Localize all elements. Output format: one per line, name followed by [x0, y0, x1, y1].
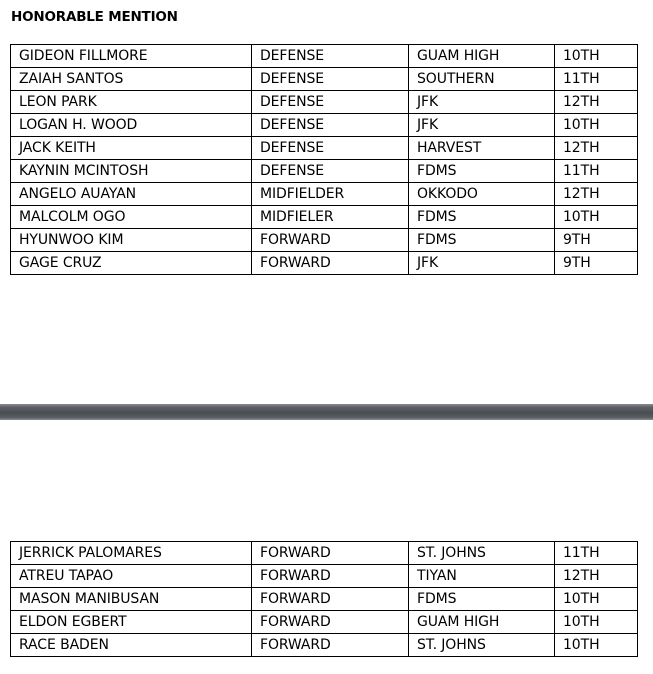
- grade-cell: 11TH: [555, 160, 638, 183]
- grade-cell: 12TH: [555, 183, 638, 206]
- school-cell: GUAM HIGH: [409, 45, 555, 68]
- section-heading: HONORABLE MENTION: [11, 9, 178, 25]
- player-name-cell: GIDEON FILLMORE: [11, 45, 252, 68]
- school-cell: HARVEST: [409, 137, 555, 160]
- school-cell: FDMS: [409, 588, 555, 611]
- player-name-cell: LEON PARK: [11, 91, 252, 114]
- position-cell: DEFENSE: [252, 160, 409, 183]
- grade-cell: 9TH: [555, 229, 638, 252]
- player-name-cell: GAGE CRUZ: [11, 252, 252, 275]
- player-name-cell: HYUNWOO KIM: [11, 229, 252, 252]
- position-cell: FORWARD: [252, 611, 409, 634]
- position-cell: FORWARD: [252, 542, 409, 565]
- table-row: [11, 634, 638, 657]
- school-cell: JFK: [409, 114, 555, 137]
- player-name-cell: LOGAN H. WOOD: [11, 114, 252, 137]
- table-row: [11, 68, 638, 91]
- school-cell: FDMS: [409, 206, 555, 229]
- school-cell: JFK: [409, 252, 555, 275]
- position-cell: DEFENSE: [252, 114, 409, 137]
- position-cell: DEFENSE: [252, 137, 409, 160]
- grade-cell: 12TH: [555, 565, 638, 588]
- player-name-cell: ZAIAH SANTOS: [11, 68, 252, 91]
- grade-cell: 10TH: [555, 588, 638, 611]
- grade-cell: 11TH: [555, 68, 638, 91]
- grade-cell: 11TH: [555, 542, 638, 565]
- school-cell: ST. JOHNS: [409, 542, 555, 565]
- table-row: [11, 45, 638, 68]
- position-cell: FORWARD: [252, 252, 409, 275]
- school-cell: ST. JOHNS: [409, 634, 555, 657]
- player-name-cell: JACK KEITH: [11, 137, 252, 160]
- position-cell: DEFENSE: [252, 68, 409, 91]
- table-row: [11, 588, 638, 611]
- position-cell: MIDFIELDER: [252, 183, 409, 206]
- player-name-cell: ATREU TAPAO: [11, 565, 252, 588]
- school-cell: SOUTHERN: [409, 68, 555, 91]
- table-row: [11, 565, 638, 588]
- position-cell: FORWARD: [252, 565, 409, 588]
- player-name-cell: ELDON EGBERT: [11, 611, 252, 634]
- honorable-mention-table-bottom: [10, 541, 638, 657]
- grade-cell: 10TH: [555, 114, 638, 137]
- table-row: [11, 252, 638, 275]
- school-cell: FDMS: [409, 160, 555, 183]
- grade-cell: 10TH: [555, 634, 638, 657]
- position-cell: FORWARD: [252, 634, 409, 657]
- player-name-cell: MALCOLM OGO: [11, 206, 252, 229]
- school-cell: GUAM HIGH: [409, 611, 555, 634]
- table-row: [11, 206, 638, 229]
- table-row: [11, 611, 638, 634]
- honorable-mention-table-top: [10, 44, 638, 275]
- player-name-cell: RACE BADEN: [11, 634, 252, 657]
- school-cell: FDMS: [409, 229, 555, 252]
- grade-cell: 10TH: [555, 611, 638, 634]
- page-divider-bar: [0, 404, 653, 420]
- player-name-cell: ANGELO AUAYAN: [11, 183, 252, 206]
- position-cell: FORWARD: [252, 229, 409, 252]
- table-row: [11, 137, 638, 160]
- position-cell: DEFENSE: [252, 45, 409, 68]
- school-cell: OKKODO: [409, 183, 555, 206]
- table-row: [11, 183, 638, 206]
- position-cell: MIDFIELER: [252, 206, 409, 229]
- grade-cell: 12TH: [555, 91, 638, 114]
- position-cell: FORWARD: [252, 588, 409, 611]
- grade-cell: 10TH: [555, 45, 638, 68]
- player-name-cell: MASON MANIBUSAN: [11, 588, 252, 611]
- position-cell: DEFENSE: [252, 91, 409, 114]
- table-row: [11, 229, 638, 252]
- table-row: [11, 542, 638, 565]
- grade-cell: 10TH: [555, 206, 638, 229]
- school-cell: TIYAN: [409, 565, 555, 588]
- player-name-cell: JERRICK PALOMARES: [11, 542, 252, 565]
- player-name-cell: KAYNIN MCINTOSH: [11, 160, 252, 183]
- grade-cell: 12TH: [555, 137, 638, 160]
- table-row: [11, 114, 638, 137]
- grade-cell: 9TH: [555, 252, 638, 275]
- school-cell: JFK: [409, 91, 555, 114]
- table-row: [11, 91, 638, 114]
- table-row: [11, 160, 638, 183]
